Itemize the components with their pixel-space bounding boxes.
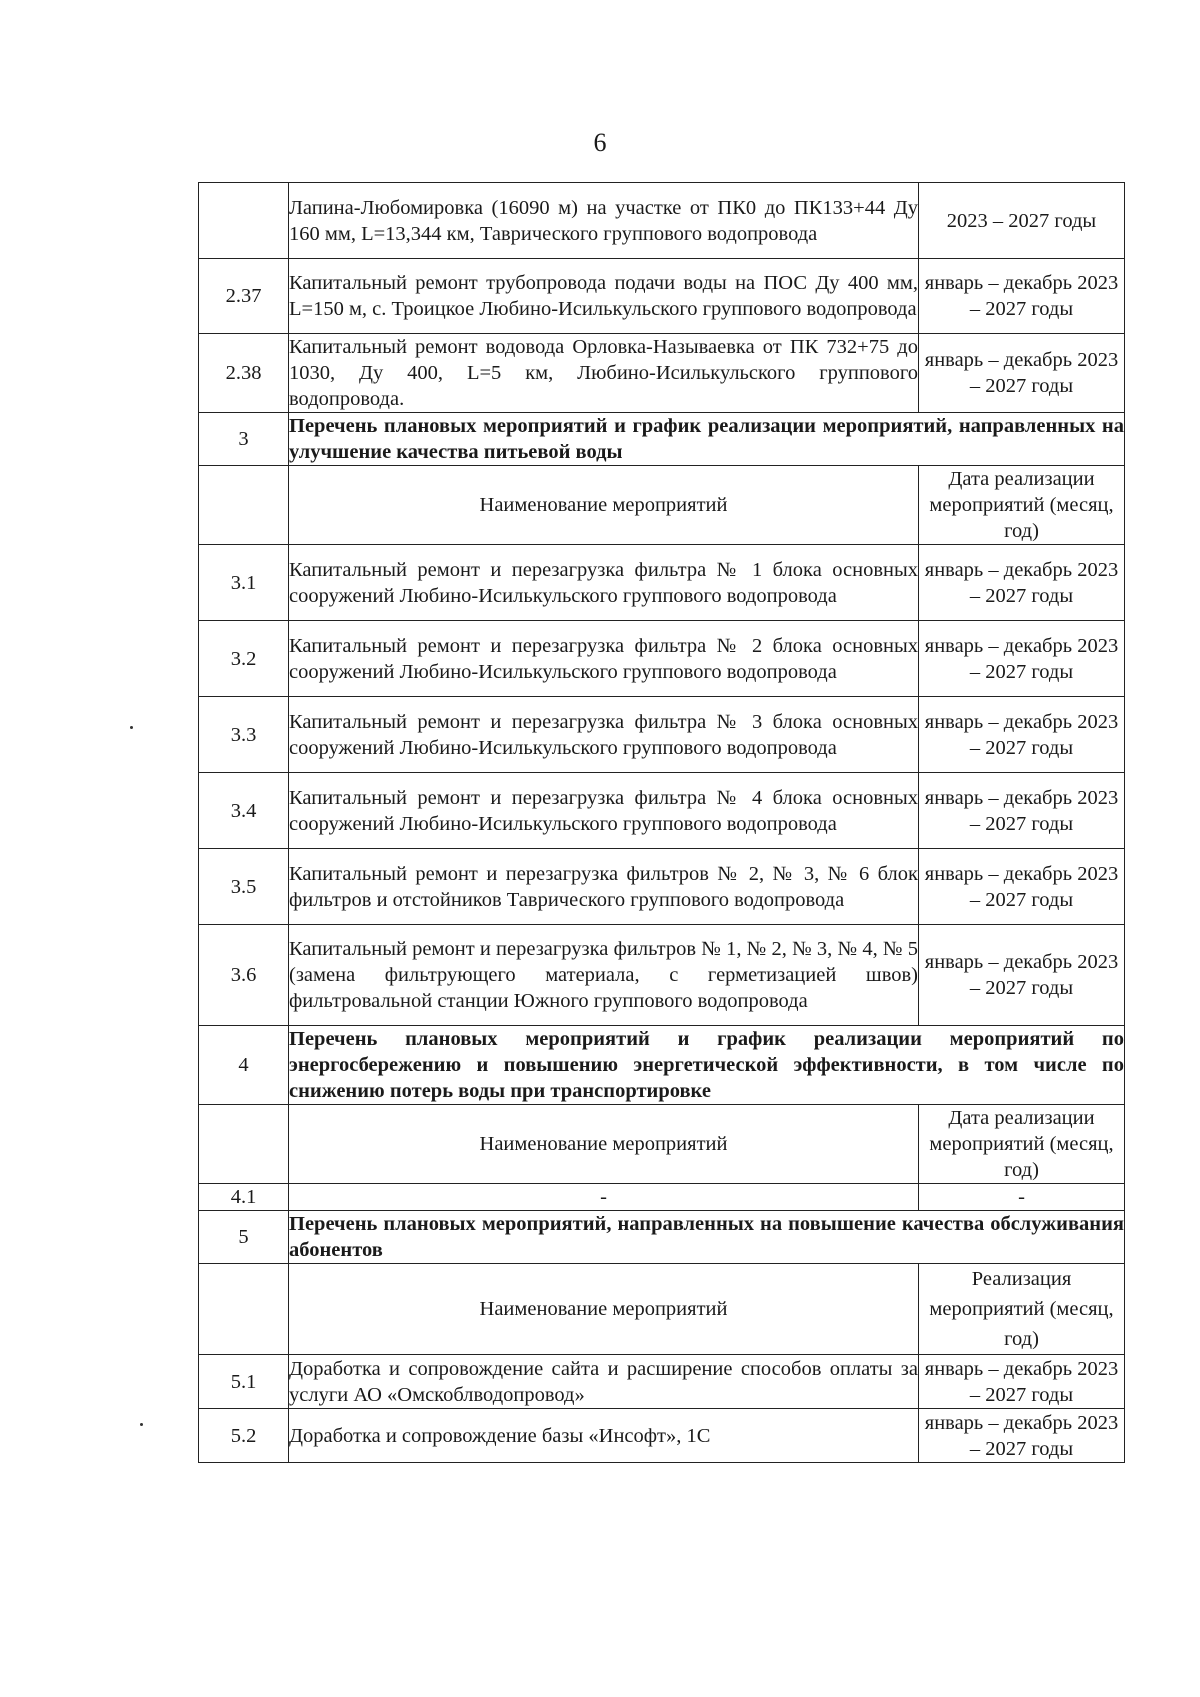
- row-number: 2.37: [199, 259, 289, 334]
- column-header-name: Наименование мероприятий: [289, 1105, 919, 1184]
- measure-name: Лапина-Любомировка (16090 м) на участке от ПК0 до ПК133+44 Ду 160 мм, L=13,344 км, Таврического группового водопровода: [289, 183, 919, 259]
- measure-name: Капитальный ремонт и перезагрузка фильтров № 2, № 3, № 6 блок фильтров и отстойников Таврического группового водопровода: [289, 849, 919, 925]
- header-number-cell: [199, 1264, 289, 1355]
- measure-date: январь – декабрь 2023 – 2027 годы: [919, 1409, 1125, 1463]
- column-header-row: [199, 466, 1125, 545]
- table-row: [199, 334, 1125, 413]
- column-header-name: Наименование мероприятий: [289, 1264, 919, 1355]
- page-number: 6: [593, 128, 607, 157]
- measure-date: январь – декабрь 2023 – 2027 годы: [919, 545, 1125, 621]
- table-row: [199, 697, 1125, 773]
- measure-date: январь – декабрь 2023 – 2027 годы: [919, 621, 1125, 697]
- column-header-row: [199, 1105, 1125, 1184]
- table-row: [199, 1409, 1125, 1463]
- scan-speck: [130, 726, 133, 729]
- measure-date: январь – декабрь 2023 – 2027 годы: [919, 697, 1125, 773]
- table-row: [199, 849, 1125, 925]
- measure-date: январь – декабрь 2023 – 2027 годы: [919, 1355, 1125, 1409]
- measure-date: январь – декабрь 2023 – 2027 годы: [919, 259, 1125, 334]
- measure-name: Капитальный ремонт и перезагрузка фильтров № 1, № 2, № 3, № 4, № 5 (замена фильтрующего материала, с герметизацией швов) фильтровальной станции Южного группового водопровода: [289, 925, 919, 1026]
- section-title: Перечень плановых мероприятий и график реализации мероприятий по энергосбережению и повышению энергетической эффективности, в том числе по снижению потерь воды при транспортировке: [289, 1026, 1125, 1105]
- section-row: [199, 1026, 1125, 1105]
- row-number: 5.2: [199, 1409, 289, 1463]
- table-row: [199, 925, 1125, 1026]
- row-number: 3.1: [199, 545, 289, 621]
- measure-date: 2023 – 2027 годы: [919, 183, 1125, 259]
- row-number: 3.3: [199, 697, 289, 773]
- table-row: [199, 545, 1125, 621]
- measure-date: январь – декабрь 2023 – 2027 годы: [919, 773, 1125, 849]
- measures-table-body: [199, 183, 1125, 1463]
- column-header-date: Реализация мероприятий (месяц, год): [919, 1264, 1125, 1355]
- measure-name: Доработка и сопровождение базы «Инсофт», 1С: [289, 1409, 919, 1463]
- measures-table: [198, 182, 1125, 1463]
- row-number: 4.1: [199, 1184, 289, 1211]
- measure-date: январь – декабрь 2023 – 2027 годы: [919, 925, 1125, 1026]
- measure-name: Капитальный ремонт и перезагрузка фильтра № 4 блока основных сооружений Любино-Исилькульского группового водопровода: [289, 773, 919, 849]
- section-title: Перечень плановых мероприятий, направленных на повышение качества обслуживания абонентов: [289, 1211, 1125, 1264]
- section-number: 4: [199, 1026, 289, 1105]
- row-number: 3.5: [199, 849, 289, 925]
- table-row: [199, 183, 1125, 259]
- measure-date: -: [919, 1184, 1125, 1211]
- measure-name: Капитальный ремонт и перезагрузка фильтра № 1 блока основных сооружений Любино-Исилькульского группового водопровода: [289, 545, 919, 621]
- measure-date: январь – декабрь 2023 – 2027 годы: [919, 849, 1125, 925]
- table-row: [199, 773, 1125, 849]
- row-number: 3.6: [199, 925, 289, 1026]
- table-row: [199, 1184, 1125, 1211]
- table-row: [199, 1355, 1125, 1409]
- measure-name: Капитальный ремонт и перезагрузка фильтра № 3 блока основных сооружений Любино-Исилькульского группового водопровода: [289, 697, 919, 773]
- header-number-cell: [199, 1105, 289, 1184]
- header-number-cell: [199, 466, 289, 545]
- table-row: [199, 621, 1125, 697]
- row-number: 2.38: [199, 334, 289, 413]
- section-row: [199, 413, 1125, 466]
- row-number: [199, 183, 289, 259]
- column-header-name: Наименование мероприятий: [289, 466, 919, 545]
- measure-date: январь – декабрь 2023 – 2027 годы: [919, 334, 1125, 413]
- scan-speck: [140, 1423, 143, 1426]
- column-header-date: Дата реализации мероприятий (месяц, год): [919, 466, 1125, 545]
- measure-name: Капитальный ремонт и перезагрузка фильтра № 2 блока основных сооружений Любино-Исилькульского группового водопровода: [289, 621, 919, 697]
- section-number: 3: [199, 413, 289, 466]
- column-header-date: Дата реализации мероприятий (месяц, год): [919, 1105, 1125, 1184]
- row-number: 3.2: [199, 621, 289, 697]
- table-row: [199, 259, 1125, 334]
- measure-name: -: [289, 1184, 919, 1211]
- row-number: 3.4: [199, 773, 289, 849]
- section-number: 5: [199, 1211, 289, 1264]
- row-number: 5.1: [199, 1355, 289, 1409]
- column-header-row: [199, 1264, 1125, 1355]
- measure-name: Капитальный ремонт трубопровода подачи воды на ПОС Ду 400 мм, L=150 м, с. Троицкое Любино-Исилькульского группового водопровода: [289, 259, 919, 334]
- measure-name: Капитальный ремонт водовода Орловка-Называевка от ПК 732+75 до 1030, Ду 400, L=5 км, Любино-Исилькульского группового водопровода.: [289, 334, 919, 413]
- measure-name: Доработка и сопровождение сайта и расширение способов оплаты за услуги АО «Омскоблводопровод»: [289, 1355, 919, 1409]
- section-title: Перечень плановых мероприятий и график реализации мероприятий, направленных на улучшение качества питьевой воды: [289, 413, 1125, 466]
- section-row: [199, 1211, 1125, 1264]
